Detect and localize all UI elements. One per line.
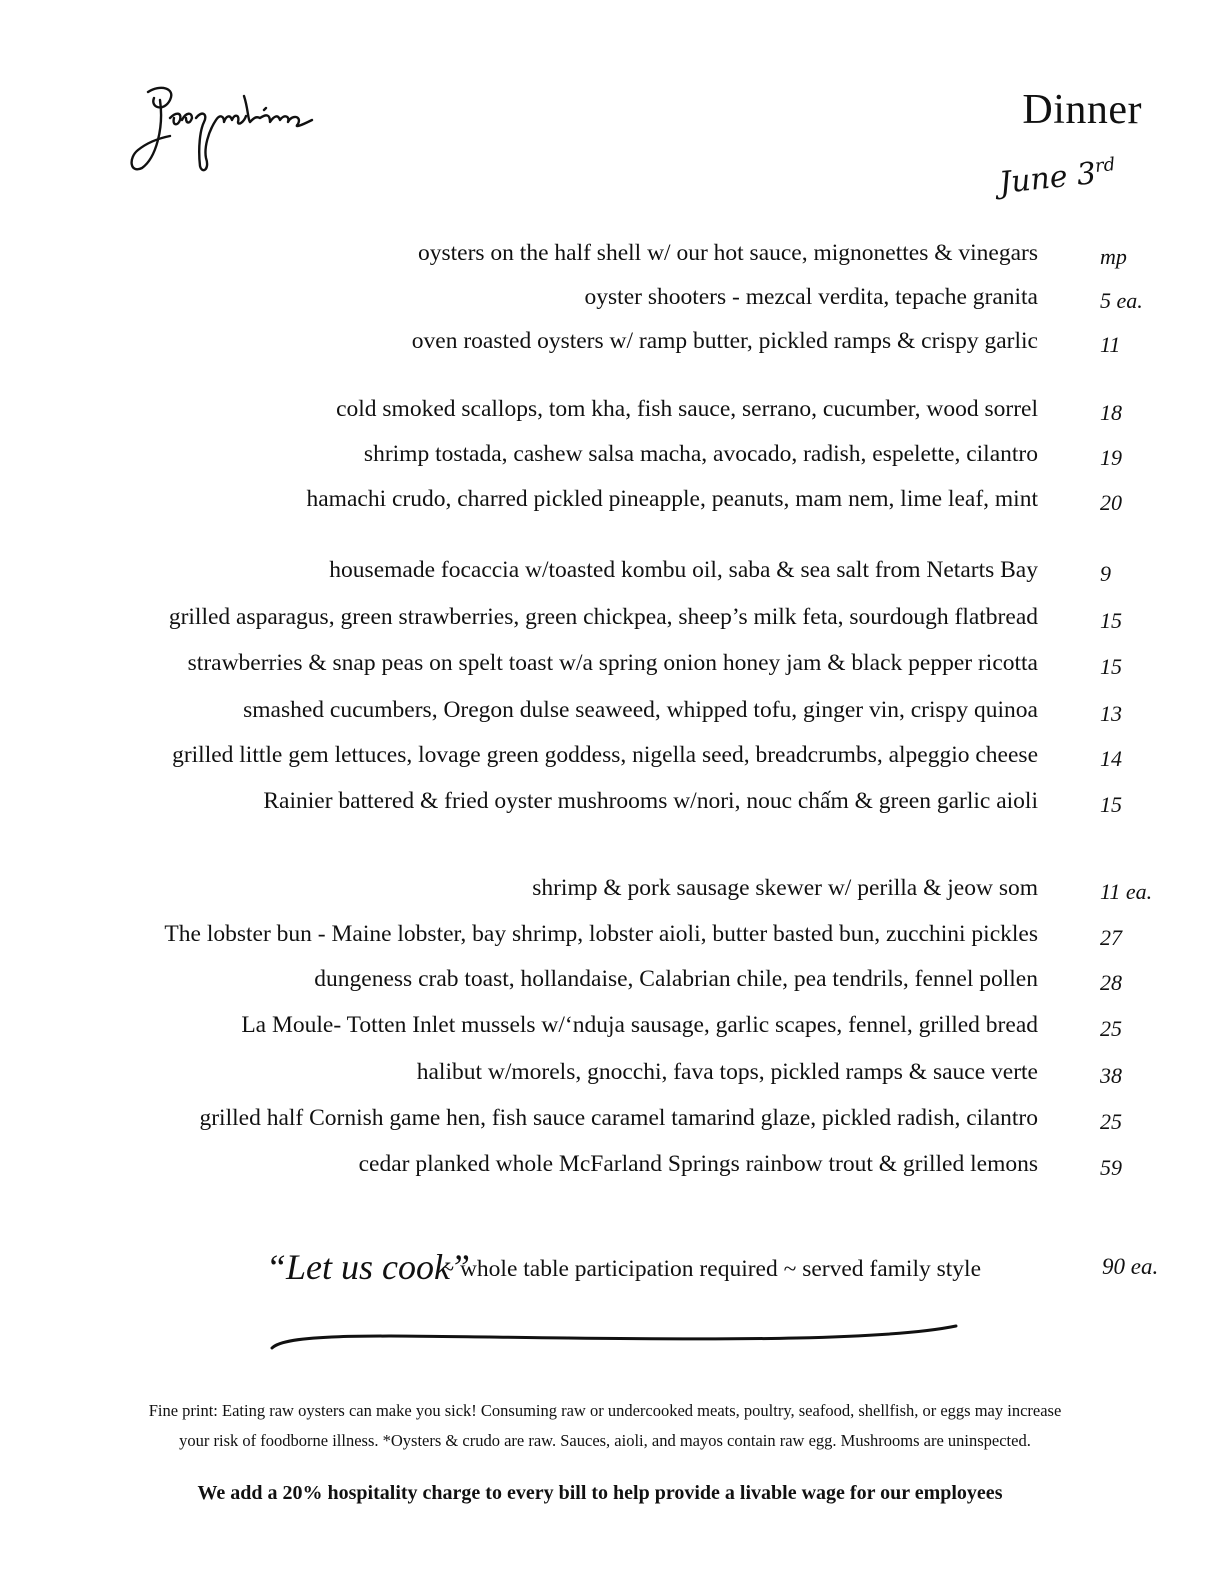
dish-name: hamachi crudo, charred pickled pineapple, peanuts, mam nem, lime leaf, mint xyxy=(306,486,1038,512)
menu-item xyxy=(0,919,1224,964)
dish-name: grilled half Cornish game hen, fish sauce caramel tamarind glaze, pickled radish, cilantro xyxy=(199,1105,1038,1131)
dish-price: 20 xyxy=(1100,490,1122,515)
dish-name: smashed cucumbers, Oregon dulse seaweed, whipped tofu, ginger vin, crispy quinoa xyxy=(243,697,1038,723)
let-us-cook-offer xyxy=(266,1244,1166,1294)
menu-item xyxy=(0,602,1224,648)
menu-item xyxy=(0,1010,1224,1057)
dish-name: La Moule- Totten Inlet mussels w/‘nduja sausage, garlic scapes, fennel, grilled bread xyxy=(241,1012,1038,1038)
dish-price: 11 xyxy=(1100,332,1121,357)
dish-price: 25 xyxy=(1100,1016,1122,1041)
dish-name: shrimp & pork sausage skewer w/ perilla & jeow som xyxy=(532,875,1038,901)
dish-price: 15 xyxy=(1100,792,1122,817)
menu-date-suffix: rd xyxy=(1093,153,1117,177)
dish-name: cedar planked whole McFarland Springs rainbow trout & grilled lemons xyxy=(358,1151,1038,1177)
menu-date xyxy=(997,154,1117,201)
hospitality-charge-note: We add a 20% hospitality charge to every bill to help provide a livable wage for our employees xyxy=(197,1482,1003,1504)
let-us-cook-title: “Let us cook” xyxy=(266,1247,471,1287)
dish-name: The lobster bun - Maine lobster, bay shrimp, lobster aioli, butter basted bun, zucchini pickles xyxy=(164,921,1038,947)
dish-name: shrimp tostada, cashew salsa macha, avocado, radish, espelette, cilantro xyxy=(363,441,1038,467)
dish-name: Rainier battered & fried oyster mushrooms w/nori, nouc chấm & green garlic aioli xyxy=(263,788,1038,814)
swash-divider xyxy=(268,1318,968,1358)
dish-price: 9 xyxy=(1100,561,1111,586)
dish-name: dungeness crab toast, hollandaise, Calabrian chile, pea tendrils, fennel pollen xyxy=(314,966,1038,992)
dish-price: 5 ea. xyxy=(1100,288,1143,313)
dish-name: oysters on the half shell w/ our hot sauce, mignonettes & vinegars xyxy=(417,240,1038,266)
fine-print-line: Fine print: Eating raw oysters can make you sick! Consuming raw or undercooked meats, poultry, seafood, shellfish, or eggs may increase xyxy=(148,1401,1062,1420)
dish-name: grilled asparagus, green strawberries, green chickpea, sheep’s milk feta, sourdough flatbread xyxy=(168,604,1038,630)
menu-title: Dinner xyxy=(1022,87,1142,133)
menu-date-main: June 3 xyxy=(997,156,1098,202)
menu-item xyxy=(0,873,1224,919)
dish-price: 27 xyxy=(1100,925,1122,950)
menu-item xyxy=(0,394,1224,439)
menu-section-vegetables xyxy=(0,555,1224,832)
menu-item xyxy=(0,1057,1224,1103)
menu-item xyxy=(0,1103,1224,1149)
dish-name: grilled little gem lettuces, lovage green goddess, nigella seed, breadcrumbs, alpeggio cheese xyxy=(172,742,1038,768)
fine-print-line: your risk of foodborne illness. *Oysters & crudo are raw. Sauces, aioli, and mayos contain raw egg. Mushrooms are uninspected. xyxy=(179,1431,1031,1450)
menu-item xyxy=(0,964,1224,1010)
let-us-cook-description: ~ whole table participation required ~ served family style xyxy=(441,1256,981,1282)
menu-item xyxy=(0,238,1224,282)
dish-price: 15 xyxy=(1100,608,1122,633)
dish-price: mp xyxy=(1100,244,1127,269)
dish-price: 19 xyxy=(1100,445,1122,470)
menu-item xyxy=(0,648,1224,695)
dish-name: oyster shooters - mezcal verdita, tepache granita xyxy=(584,284,1038,310)
dish-price: 18 xyxy=(1100,400,1122,425)
menu-item xyxy=(0,740,1224,786)
dish-price: 59 xyxy=(1100,1155,1122,1180)
menu-item xyxy=(0,439,1224,484)
menu-item xyxy=(0,282,1224,326)
dish-price: 28 xyxy=(1100,970,1122,995)
dish-price: 25 xyxy=(1100,1109,1122,1134)
dish-name: cold smoked scallops, tom kha, fish sauce, serrano, cucumber, wood sorrel xyxy=(336,396,1038,422)
let-us-cook-price: 90 ea. xyxy=(1102,1254,1159,1279)
dish-price: 38 xyxy=(1100,1063,1122,1088)
dish-name: halibut w/morels, gnocchi, fava tops, pickled ramps & sauce verte xyxy=(416,1059,1038,1085)
menu-item xyxy=(0,695,1224,740)
menu-item xyxy=(0,1149,1224,1195)
dish-name: oven roasted oysters w/ ramp butter, pickled ramps & crispy garlic xyxy=(411,328,1038,354)
menu-item xyxy=(0,786,1224,832)
fine-print xyxy=(100,1396,1110,1456)
dish-price: 14 xyxy=(1100,746,1122,771)
dish-price: 13 xyxy=(1100,701,1122,726)
jacqueline-logo xyxy=(120,78,330,178)
menu-section-mains xyxy=(0,873,1224,1195)
menu-item xyxy=(0,484,1224,529)
dish-price: 11 ea. xyxy=(1100,879,1153,904)
dish-name: strawberries & snap peas on spelt toast w/a spring onion honey jam & black pepper ricotta xyxy=(187,650,1038,676)
dish-price: 15 xyxy=(1100,654,1122,679)
menu-section-raw xyxy=(0,394,1224,529)
dish-name: housemade focaccia w/toasted kombu oil, saba & sea salt from Netarts Bay xyxy=(329,557,1038,583)
menu-item xyxy=(0,555,1224,602)
menu-item xyxy=(0,326,1224,370)
menu-section-oysters xyxy=(0,238,1224,370)
